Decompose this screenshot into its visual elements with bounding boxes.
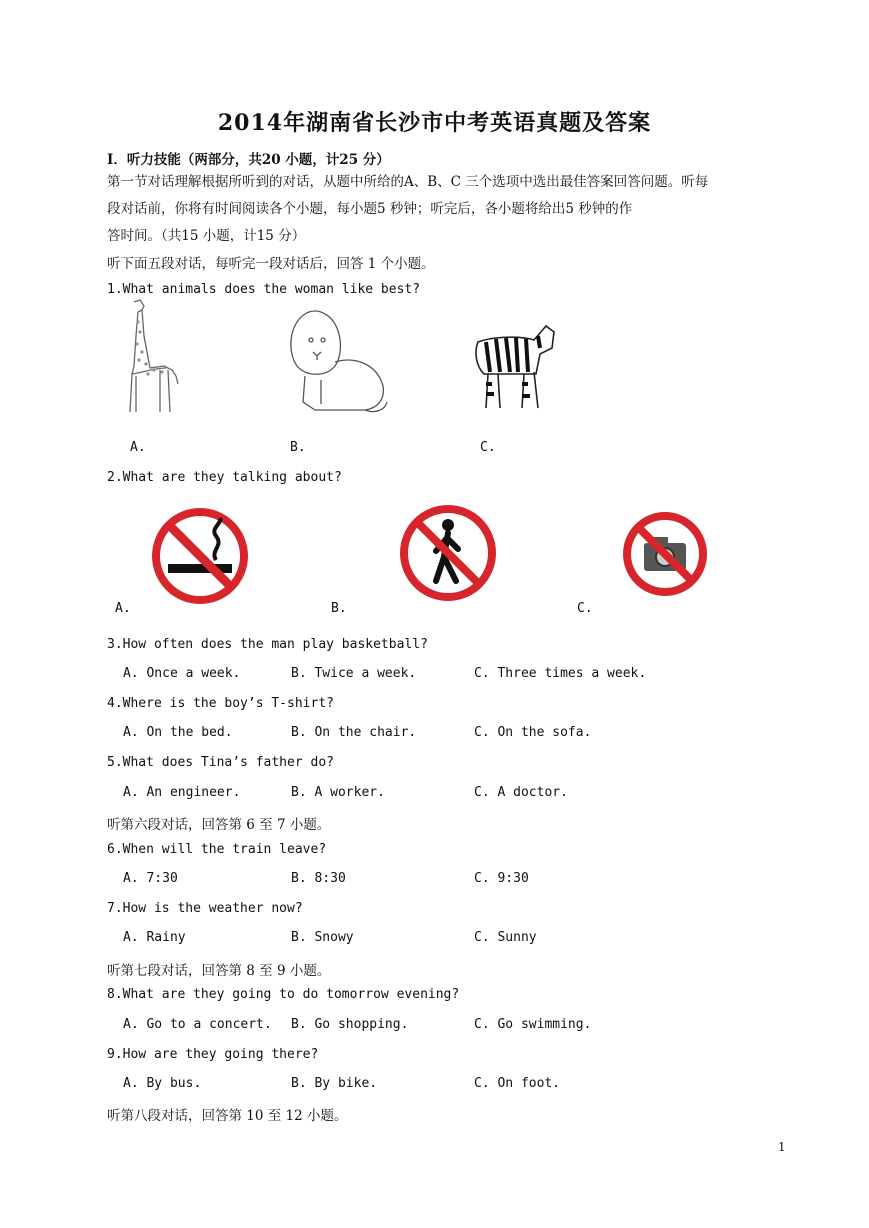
instruction-line: 听第七段对话，回答第 8 至 9 小题。 [107, 963, 331, 979]
question-1-option-b: B. [290, 440, 306, 455]
question-4-option-c: C. On the sofa. [474, 725, 592, 740]
question-7-option-a: A. Rainy [123, 930, 186, 945]
question-2: 2.What are they talking about? [107, 470, 342, 485]
question-7-option-b: B. Snowy [291, 930, 354, 945]
question-4: 4.Where is the boy’s T-shirt? [107, 696, 334, 711]
question-3: 3.How often does the man play basketball? [107, 637, 428, 652]
question-1-option-a: A. [130, 440, 146, 455]
no-pedestrians-icon [398, 503, 498, 603]
question-5-option-c: C. A doctor. [474, 785, 568, 800]
question-7-option-c: C. Sunny [474, 930, 537, 945]
intro-line: 答时间。（共15 小题，计15 分） [107, 228, 306, 244]
question-8: 8.What are they going to do tomorrow evening? [107, 987, 460, 1002]
question-4-option-a: A. On the bed. [123, 725, 233, 740]
instruction-line: 听第八段对话，回答第 10 至 12 小题。 [107, 1108, 348, 1124]
page-number: 1 [778, 1140, 786, 1154]
question-2-option-c: C. [577, 601, 593, 616]
question-8-option-a: A. Go to a concert. [123, 1017, 272, 1032]
intro-line: 第一节对话理解根据所听到的对话，从题中所给的A、B、C 三个选项中选出最佳答案回答问题。听每 [107, 174, 709, 190]
question-6-option-a: A. 7:30 [123, 871, 178, 886]
question-9-option-b: B. By bike. [291, 1076, 378, 1091]
question-5-option-a: A. An engineer. [123, 785, 241, 800]
question-5: 5.What does Tina’s father do? [107, 755, 334, 770]
question-2-option-a: A. [115, 601, 131, 616]
question-1: 1.What animals does the woman like best? [107, 282, 421, 297]
question-9-option-a: A. By bus. [123, 1076, 202, 1091]
instruction-line: 听第六段对话，回答第 6 至 7 小题。 [107, 817, 331, 833]
question-5-option-b: B. A worker. [291, 785, 385, 800]
zebra-icon [470, 314, 560, 414]
question-8-option-c: C. Go swimming. [474, 1017, 592, 1032]
question-6-option-c: C. 9:30 [474, 871, 529, 886]
question-9: 9.How are they going there? [107, 1047, 319, 1062]
instruction-line: 听下面五段对话，每听完一段对话后，回答 1 个小题。 [107, 256, 435, 272]
question-1-option-c: C. [480, 440, 496, 455]
lion-icon [285, 306, 389, 418]
question-3-option-a: A. Once a week. [123, 666, 241, 681]
no-photography-icon [622, 511, 708, 597]
question-6-option-b: B. 8:30 [291, 871, 346, 886]
page-title: 2014年湖南省长沙市中考英语真题及答案 [217, 110, 652, 136]
question-2-option-b: B. [331, 601, 347, 616]
question-3-option-c: C. Three times a week. [474, 666, 647, 681]
no-smoking-icon [150, 506, 250, 606]
question-3-option-b: B. Twice a week. [291, 666, 417, 681]
intro-line: 段对话前，你将有时间阅读各个小题，每小题5 秒钟；听完后，各小题将给出5 秒钟的作 [107, 201, 633, 217]
question-7: 7.How is the weather now? [107, 901, 303, 916]
giraffe-icon [120, 296, 182, 416]
question-6: 6.When will the train leave? [107, 842, 327, 857]
question-4-option-b: B. On the chair. [291, 725, 417, 740]
question-8-option-b: B. Go shopping. [291, 1017, 409, 1032]
question-9-option-c: C. On foot. [474, 1076, 561, 1091]
section-heading: Ⅰ．听力技能（两部分，共20 小题，计25 分） [107, 152, 390, 168]
